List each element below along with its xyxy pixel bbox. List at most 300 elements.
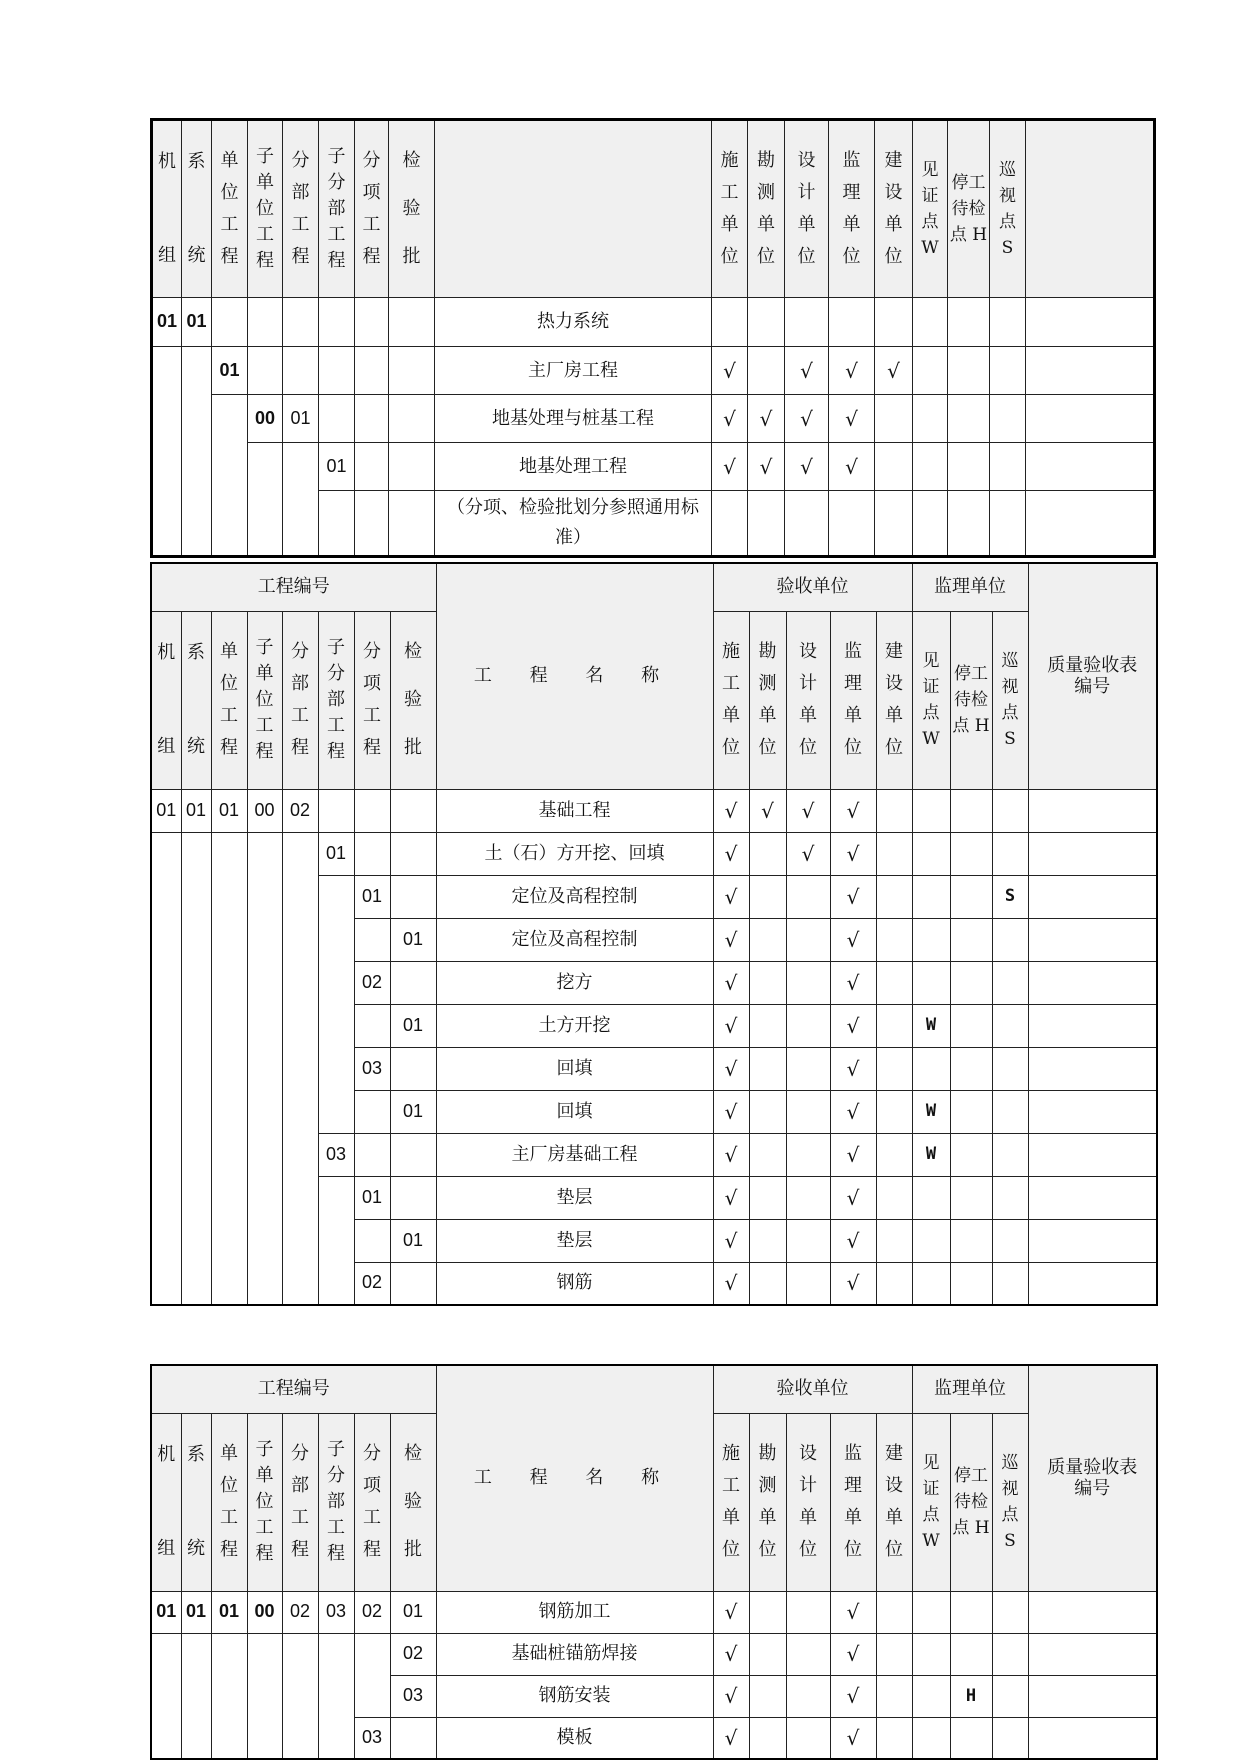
table-row (151, 1047, 1157, 1090)
cell-zifenbu (318, 918, 354, 961)
cell-sg: √ (713, 1004, 749, 1047)
table-row (151, 875, 1157, 918)
group-header-acceptance: 验收单位 (713, 563, 912, 611)
cell-s (990, 491, 1026, 557)
cell-pi (390, 789, 436, 832)
cell-js (875, 443, 913, 491)
table-row (151, 1133, 1157, 1176)
cell-kc (749, 918, 786, 961)
cell-s (992, 1717, 1028, 1759)
cell-js (876, 1090, 912, 1133)
cell-jl: √ (829, 443, 875, 491)
cell-project-name: 地基处理工程 (435, 443, 712, 491)
cell-js (876, 1133, 912, 1176)
cell-zifenbu (319, 298, 355, 347)
col-header-kance (749, 1413, 786, 1591)
cell-form-no (1028, 1591, 1157, 1633)
cell-sg: √ (713, 1591, 749, 1633)
col-header-shigong (713, 1413, 749, 1591)
cell-sg: √ (712, 347, 748, 395)
col-header-jianzheng-text: 见证点 W (922, 1453, 940, 1551)
cell-jizu (151, 1262, 181, 1305)
cell-kc (748, 347, 785, 395)
cell-form-no (1028, 1133, 1157, 1176)
cell-jizu-span (152, 347, 182, 557)
table-row (151, 1090, 1157, 1133)
table-row (152, 443, 1155, 491)
col-header-tinggong (950, 611, 992, 789)
group-header-code: 工程编号 (151, 1365, 436, 1413)
col-header-xitong-top: 系 (187, 642, 205, 663)
col-header-kance-text: 勘测单位 (757, 150, 775, 267)
col-header-jianshe-text: 建设单位 (885, 641, 903, 758)
col-header-fenxiang-text: 分项工程 (362, 150, 381, 267)
cell-pi: 03 (390, 1675, 436, 1717)
col-header-shigong-text: 施工单位 (722, 641, 740, 758)
cell-h (948, 443, 990, 491)
group-header-acceptance: 验收单位 (713, 1365, 912, 1413)
cell-sj (786, 1219, 830, 1262)
col-header-zifenbu (318, 611, 354, 789)
cell-fenbu: 01 (283, 395, 319, 443)
cell-fenxiang (355, 443, 389, 491)
cell-fenxiang: 03 (354, 1047, 390, 1090)
col-header-sheji-text: 设计单位 (797, 150, 816, 267)
cell-form-no (1028, 1262, 1157, 1305)
cell-s (990, 395, 1026, 443)
cell-js (876, 789, 912, 832)
cell-zifenbu: 03 (318, 1133, 354, 1176)
cell-h (950, 1219, 992, 1262)
cell-project-name: 地基处理与桩基工程 (435, 395, 712, 443)
cell-sj (786, 918, 830, 961)
cell-kc (749, 1591, 786, 1633)
cell-xitong (181, 1004, 211, 1047)
cell-jizu (151, 1133, 181, 1176)
cell-jizu (151, 875, 181, 918)
cell-zidanwei: 00 (248, 395, 283, 443)
cell-js (876, 1176, 912, 1219)
cell-h (948, 347, 990, 395)
cell-js (876, 1219, 912, 1262)
col-header-jianshe (876, 1413, 912, 1591)
cell-h: H (950, 1675, 992, 1717)
cell-fenxiang (354, 789, 390, 832)
cell-jl: √ (830, 832, 876, 875)
cell-kc: √ (748, 395, 785, 443)
col-header-xitong (181, 1413, 211, 1591)
cell-zifenbu-span (319, 491, 355, 557)
col-header-jianli-text: 监理单位 (842, 150, 861, 267)
col-header-zifenbu (318, 1413, 354, 1591)
cell-xitong (181, 961, 211, 1004)
cell-jizu (151, 1004, 181, 1047)
col-header-jianli (829, 120, 875, 298)
cell-project-name: 垫层 (436, 1219, 713, 1262)
col-header-jizu-bottom: 组 (157, 736, 176, 757)
cell-zidanwei (247, 1133, 282, 1176)
cell-jl: √ (830, 1176, 876, 1219)
cell-sg: √ (713, 875, 749, 918)
cell-kc: √ (749, 789, 786, 832)
cell-s (992, 789, 1028, 832)
cell-js (876, 1591, 912, 1633)
cell-w (913, 347, 948, 395)
cell-s (992, 1591, 1028, 1633)
cell-s (992, 1219, 1028, 1262)
col-header-sheji-text: 设计单位 (799, 1443, 817, 1560)
col-header-jianli (830, 1413, 876, 1591)
table-row (151, 1262, 1157, 1305)
col-header-jianli (830, 611, 876, 789)
cell-danwei (212, 298, 248, 347)
cell-sj (786, 1717, 830, 1759)
cell-danwei (211, 918, 247, 961)
cell-jl: √ (830, 789, 876, 832)
cell-zidanwei (247, 1176, 282, 1219)
table-row (152, 298, 1155, 347)
table-foundation-works (150, 562, 1158, 1306)
cell-pi (390, 1262, 436, 1305)
cell-form-no (1028, 961, 1157, 1004)
cell-zifenbu (318, 1176, 354, 1219)
cell-fenbu (282, 1133, 318, 1176)
cell-sg: √ (713, 1675, 749, 1717)
cell-h (950, 1004, 992, 1047)
cell-form-no (1028, 1675, 1157, 1717)
table-row (151, 832, 1157, 875)
cell-kc (749, 1219, 786, 1262)
table-row (151, 1633, 1157, 1675)
cell-xitong (181, 1633, 211, 1675)
cell-h (948, 298, 990, 347)
cell-danwei (211, 1004, 247, 1047)
table-body (151, 1591, 1157, 1759)
cell-fenxiang: 01 (354, 875, 390, 918)
cell-pi (389, 395, 435, 443)
cell-s (992, 1133, 1028, 1176)
cell-project-name: 回填 (436, 1047, 713, 1090)
cell-project-name: 定位及高程控制 (436, 875, 713, 918)
cell-danwei (211, 1717, 247, 1759)
cell-sg: √ (713, 1219, 749, 1262)
table-header-row (152, 120, 1155, 298)
cell-js (876, 1717, 912, 1759)
cell-sg (712, 298, 748, 347)
cell-w (912, 918, 950, 961)
col-header-xunshi (992, 611, 1028, 789)
cell-sj: √ (785, 395, 829, 443)
cell-danwei (211, 1133, 247, 1176)
cell-fenxiang (354, 1004, 390, 1047)
col-header-fenxiang-text: 分项工程 (363, 641, 381, 758)
cell-zidanwei (247, 1633, 282, 1675)
cell-sg: √ (713, 1176, 749, 1219)
cell-fenbu (282, 1004, 318, 1047)
cell-kc (749, 1047, 786, 1090)
cell-jl: √ (830, 1219, 876, 1262)
cell-js (876, 918, 912, 961)
cell-project-name: 主厂房基础工程 (436, 1133, 713, 1176)
cell-danwei: 01 (212, 347, 248, 395)
cell-js (876, 832, 912, 875)
cell-zifenbu (318, 875, 354, 918)
col-header-xunshi-text: 巡视点 S (999, 160, 1016, 258)
cell-sj (786, 875, 830, 918)
cell-sj (785, 491, 829, 557)
cell-w (912, 832, 950, 875)
cell-fenxiang (354, 1090, 390, 1133)
cell-fenbu (283, 347, 319, 395)
cell-zifenbu (318, 1004, 354, 1047)
cell-form-no (1026, 443, 1155, 491)
col-header-xitong-bottom: 统 (187, 736, 205, 757)
cell-project-name: 钢筋安装 (436, 1675, 713, 1717)
col-header-jizu-bottom: 组 (158, 245, 176, 266)
cell-fenbu (283, 298, 319, 347)
cell-danwei (211, 832, 247, 875)
cell-sg: √ (713, 961, 749, 1004)
cell-pi (390, 832, 436, 875)
col-header-xunshi (990, 120, 1026, 298)
col-header-sheji (785, 120, 829, 298)
cell-form-no (1028, 1047, 1157, 1090)
col-header-shigong-text: 施工单位 (720, 150, 739, 267)
cell-h (950, 1633, 992, 1675)
cell-project-name: 基础桩锚筋焊接 (436, 1633, 713, 1675)
col-header-jizu-top: 机 (158, 151, 176, 172)
cell-fenbu (282, 961, 318, 1004)
cell-w: W (912, 1090, 950, 1133)
cell-zifenbu (318, 1090, 354, 1133)
col-header-fenbu-text: 分部工程 (291, 1443, 309, 1560)
cell-zidanwei (247, 1675, 282, 1717)
cell-form-no (1028, 789, 1157, 832)
cell-kc (749, 1133, 786, 1176)
cell-jl: √ (830, 1591, 876, 1633)
cell-jizu (151, 918, 181, 961)
cell-s (992, 1262, 1028, 1305)
cell-form-no (1028, 1219, 1157, 1262)
cell-xitong (181, 1176, 211, 1219)
cell-h (950, 1262, 992, 1305)
cell-fenxiang (354, 1633, 390, 1675)
cell-zidanwei (247, 1047, 282, 1090)
col-header-tinggong-text: 停工待检点 H (949, 173, 988, 245)
cell-fenbu (282, 1262, 318, 1305)
col-header-zifenbu-text: 子分部工程 (327, 146, 346, 271)
cell-h (950, 1591, 992, 1633)
cell-sj (786, 961, 830, 1004)
cell-danwei (211, 1262, 247, 1305)
cell-project-name: 挖方 (436, 961, 713, 1004)
cell-fenbu (282, 1047, 318, 1090)
col-header-fenbu (283, 120, 319, 298)
cell-jl: √ (830, 1717, 876, 1759)
cell-js (876, 1675, 912, 1717)
cell-sj: √ (785, 443, 829, 491)
col-header-jianyanpi-text: 检验批 (402, 150, 421, 267)
cell-s (992, 1675, 1028, 1717)
cell-xitong (181, 1047, 211, 1090)
cell-xitong: 01 (181, 1591, 211, 1633)
col-header-shigong (712, 120, 748, 298)
col-header-danwei (211, 1413, 247, 1591)
col-header-kance-text: 勘测单位 (758, 641, 777, 758)
col-header-tinggong (948, 120, 990, 298)
col-header-jianzheng-text: 见证点 W (921, 160, 939, 258)
cell-s (992, 1633, 1028, 1675)
col-header-zidanwei (247, 611, 282, 789)
cell-jl: √ (829, 347, 875, 395)
cell-zifenbu (318, 1717, 354, 1759)
cell-js (875, 395, 913, 443)
cell-jl: √ (830, 1133, 876, 1176)
cell-pi: 01 (390, 1090, 436, 1133)
cell-zidanwei (247, 1717, 282, 1759)
cell-kc (749, 1717, 786, 1759)
cell-w (912, 1717, 950, 1759)
cell-h (948, 395, 990, 443)
cell-fenxiang: 01 (354, 1176, 390, 1219)
cell-fenxiang (355, 395, 389, 443)
cell-project-name: 热力系统 (435, 298, 712, 347)
col-header-jianshe-text: 建设单位 (885, 1443, 903, 1560)
table-row (152, 395, 1155, 443)
cell-project-name: 钢筋加工 (436, 1591, 713, 1633)
cell-w (913, 443, 948, 491)
cell-w (912, 1591, 950, 1633)
cell-danwei-span (212, 395, 248, 557)
cell-fenxiang (355, 347, 389, 395)
cell-project-name: 回填 (436, 1090, 713, 1133)
cell-fenxiang (354, 832, 390, 875)
col-header-zidanwei (248, 120, 283, 298)
table-row (151, 1004, 1157, 1047)
cell-s (992, 832, 1028, 875)
cell-sg: √ (713, 918, 749, 961)
cell-jl: √ (830, 1675, 876, 1717)
cell-zifenbu (318, 1262, 354, 1305)
cell-pi (390, 875, 436, 918)
cell-js (876, 1262, 912, 1305)
cell-pi: 01 (390, 918, 436, 961)
cell-jl (829, 298, 875, 347)
col-header-fenbu (282, 611, 318, 789)
col-header-danwei (212, 120, 248, 298)
cell-form-no (1028, 875, 1157, 918)
cell-sj (786, 1176, 830, 1219)
col-header-fenbu-text: 分部工程 (291, 150, 310, 267)
cell-danwei: 01 (211, 1591, 247, 1633)
cell-w: W (912, 1133, 950, 1176)
col-header-jizu (152, 120, 182, 298)
cell-zidanwei (247, 961, 282, 1004)
cell-h (950, 875, 992, 918)
cell-zifenbu (318, 961, 354, 1004)
cell-w (912, 1262, 950, 1305)
col-header-sheji-text: 设计单位 (799, 641, 817, 758)
table-rebar-works (150, 1364, 1158, 1760)
col-header-fenxiang-text: 分项工程 (363, 1443, 381, 1560)
cell-s (992, 1047, 1028, 1090)
col-header-danwei-text: 单位工程 (220, 1443, 238, 1560)
table-group-header-row (151, 563, 1157, 611)
cell-s (992, 1004, 1028, 1047)
table-row (151, 1675, 1157, 1717)
cell-project-name: 模板 (436, 1717, 713, 1759)
cell-pi: 01 (390, 1004, 436, 1047)
cell-h (950, 918, 992, 961)
cell-sg: √ (713, 1090, 749, 1133)
cell-s (990, 347, 1026, 395)
col-header-name-blank (435, 120, 712, 298)
cell-sg: √ (713, 789, 749, 832)
cell-project-name: （分项、检验批划分参照通用标准） (435, 491, 712, 557)
cell-zidanwei-span (248, 443, 283, 557)
col-header-xunshi (992, 1413, 1028, 1591)
cell-s (992, 1090, 1028, 1133)
col-header-jianshe-text: 建设单位 (884, 150, 903, 267)
cell-sj (785, 298, 829, 347)
group-header-code: 工程编号 (151, 563, 436, 611)
table-row (151, 1591, 1157, 1633)
col-header-danwei-text: 单位工程 (220, 150, 239, 267)
cell-s (992, 1176, 1028, 1219)
cell-xitong (181, 1133, 211, 1176)
cell-zidanwei (247, 1004, 282, 1047)
cell-sg: √ (713, 832, 749, 875)
cell-project-name: 钢筋 (436, 1262, 713, 1305)
cell-danwei (211, 1047, 247, 1090)
cell-fenbu (282, 1675, 318, 1717)
cell-form-no (1028, 832, 1157, 875)
cell-pi (390, 1176, 436, 1219)
cell-kc (749, 1675, 786, 1717)
cell-js (876, 1633, 912, 1675)
col-header-danwei-text: 单位工程 (220, 641, 238, 758)
cell-jl: √ (830, 1090, 876, 1133)
col-header-jianli-text: 监理单位 (844, 1443, 862, 1560)
cell-jl: √ (829, 395, 875, 443)
cell-h (950, 961, 992, 1004)
col-header-zidanwei-text: 子单位工程 (255, 637, 274, 762)
cell-jizu (151, 832, 181, 875)
cell-jl (829, 491, 875, 557)
cell-sj (786, 1633, 830, 1675)
cell-sj (786, 1591, 830, 1633)
col-header-fenbu-text: 分部工程 (291, 641, 309, 758)
col-header-tinggong (950, 1413, 992, 1591)
cell-s (990, 443, 1026, 491)
cell-xitong (181, 918, 211, 961)
cell-pi (390, 961, 436, 1004)
cell-pi: 01 (390, 1219, 436, 1262)
cell-kc (749, 1262, 786, 1305)
col-header-tinggong-text: 停工待检点 H (952, 664, 990, 736)
cell-zifenbu (318, 789, 354, 832)
cell-jl: √ (830, 1262, 876, 1305)
cell-sj (786, 1047, 830, 1090)
cell-sg (712, 491, 748, 557)
cell-zifenbu (318, 1675, 354, 1717)
cell-zidanwei (247, 1090, 282, 1133)
col-header-jianshe (875, 120, 913, 298)
table-thermal-system (150, 118, 1156, 558)
table-row (151, 789, 1157, 832)
cell-zidanwei: 00 (247, 789, 282, 832)
cell-sg: √ (712, 443, 748, 491)
